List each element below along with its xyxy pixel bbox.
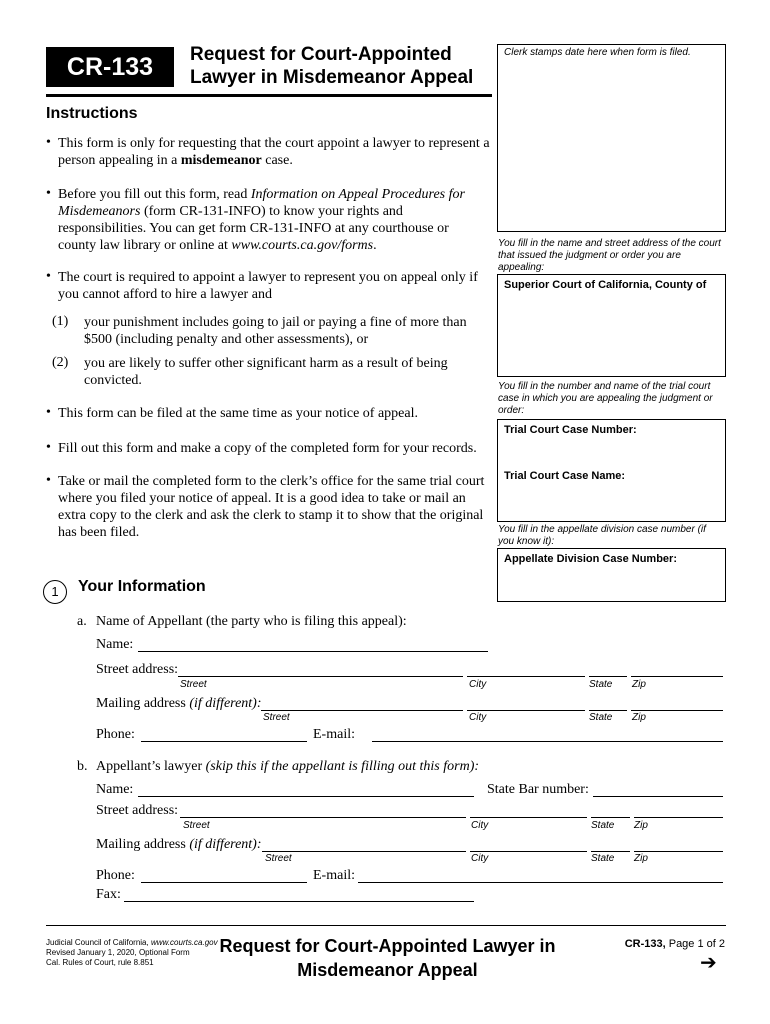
case-note: You fill in the number and name of the trial court case in which you are appealing the judgment or order:	[498, 381, 713, 416]
appellant-name-label: Name:	[96, 637, 134, 652]
street-caption: Street	[180, 679, 207, 690]
instruction-5: Fill out this form and make a copy of the completed form for your records.	[58, 441, 477, 456]
instruction-2: Before you fill out this form, read Information on Appeal Procedures for Misdemeanors (form CR-131-INFO) to know your rights and responsibilities. You can get form CR-131-INFO at any courthouse or county law library or online at www.courts.ca.gov/forms.	[58, 187, 465, 253]
page-indicator: CR-133, Page 1 of 2	[624, 938, 725, 950]
item-a-text: Name of Appellant (the party who is filing this appeal):	[96, 614, 407, 629]
lawyer-phone-label: Phone:	[96, 868, 135, 883]
appellant-mailing-city-field[interactable]	[467, 710, 585, 711]
state-bar-label: State Bar number:	[487, 782, 589, 797]
lawyer-street-label: Street address:	[96, 803, 179, 818]
city-caption: City	[471, 820, 489, 831]
condition-2-text: you are likely to suffer other significant harm as a result of being convicted.	[84, 356, 448, 388]
appellant-mailing-label: Mailing address (if different):	[96, 696, 262, 711]
appellant-phone-field[interactable]	[141, 741, 307, 742]
clerk-stamp-box	[497, 44, 726, 232]
lawyer-mailing-label: Mailing address (if different):	[96, 837, 262, 852]
lawyer-email-label: E-mail:	[313, 868, 355, 883]
bullet-icon: •	[46, 135, 51, 150]
footer-divider	[46, 925, 726, 926]
lawyer-mailing-state-field[interactable]	[591, 851, 630, 852]
lawyer-zip-field[interactable]	[634, 817, 723, 818]
appellant-zip-field[interactable]	[631, 676, 723, 677]
form-title-line1: Request for Court-Appointed	[190, 44, 452, 65]
form-title-line2: Lawyer in Misdemeanor Appeal	[190, 67, 474, 88]
lawyer-fax-label: Fax:	[96, 887, 121, 902]
instructions-heading: Instructions	[46, 105, 138, 122]
lawyer-phone-field[interactable]	[141, 882, 307, 883]
appellant-email-label: E-mail:	[313, 727, 355, 742]
lawyer-street-field[interactable]	[180, 817, 466, 818]
appellant-street-field[interactable]	[178, 676, 463, 677]
clerk-note: Clerk stamps date here when form is filed.	[504, 47, 691, 58]
state-bar-field[interactable]	[593, 796, 723, 797]
trial-case-number-label: Trial Court Case Number:	[504, 424, 637, 436]
bullet-icon: •	[46, 405, 51, 420]
city-caption: City	[469, 712, 487, 723]
appellant-state-field[interactable]	[589, 676, 627, 677]
item-a-label: a.	[77, 614, 87, 629]
bullet-icon: •	[46, 473, 51, 488]
zip-caption: Zip	[634, 853, 648, 864]
appellant-email-field[interactable]	[372, 741, 723, 742]
courts-link[interactable]: www.courts.ca.gov	[150, 938, 218, 947]
appellate-case-box[interactable]	[497, 548, 726, 602]
section-number-badge: 1	[43, 580, 67, 604]
condition-1-label: (1)	[52, 314, 69, 329]
city-caption: City	[471, 853, 489, 864]
lawyer-mailing-street-field[interactable]	[262, 851, 466, 852]
appellant-name-field[interactable]	[138, 651, 488, 652]
appellate-note: You fill in the appellate division case number (if you know it):	[498, 524, 706, 547]
zip-caption: Zip	[634, 820, 648, 831]
lawyer-name-label: Name:	[96, 782, 134, 797]
bullet-icon: •	[46, 440, 51, 455]
court-box-label: Superior Court of California, County of	[504, 279, 707, 291]
condition-1-text: your punishment includes going to jail or paying a fine of more than $500 (including penalty and other assessments), or	[84, 315, 467, 347]
instruction-4: This form can be filed at the same time as your notice of appeal.	[58, 406, 418, 421]
item-b-text: Appellant’s lawyer (skip this if the appellant is filling out this form):	[96, 759, 480, 774]
lawyer-fax-field[interactable]	[124, 901, 474, 902]
instruction-1: This form is only for requesting that the court appoint a lawyer to represent a person appealing in a misdemeanor case.	[58, 136, 490, 168]
right-arrow-icon[interactable]: ➔	[700, 950, 717, 974]
appellant-mailing-street-field[interactable]	[261, 710, 463, 711]
court-note: You fill in the name and street address of the court that issued the judgment or order you are appealing:	[498, 238, 721, 273]
street-caption: Street	[263, 712, 290, 723]
lawyer-email-field[interactable]	[358, 882, 723, 883]
street-caption: Street	[183, 820, 210, 831]
item-b-label: b.	[77, 759, 88, 774]
appellant-city-field[interactable]	[467, 676, 585, 677]
state-caption: State	[589, 679, 613, 690]
state-caption: State	[591, 853, 615, 864]
appellant-mailing-state-field[interactable]	[589, 710, 627, 711]
bullet-icon: •	[46, 186, 51, 201]
trial-case-name-label: Trial Court Case Name:	[504, 470, 626, 482]
appellate-case-number-label: Appellate Division Case Number:	[504, 553, 677, 565]
header-divider	[46, 94, 492, 97]
footer-title: Request for Court-Appointed Lawyer in Misdemeanor Appeal	[219, 936, 556, 980]
lawyer-mailing-city-field[interactable]	[470, 851, 587, 852]
lawyer-state-field[interactable]	[591, 817, 630, 818]
lawyer-city-field[interactable]	[470, 817, 587, 818]
lawyer-name-field[interactable]	[138, 796, 474, 797]
footer-source: Judicial Council of California, www.courts.ca.gov Revised January 1, 2020, Optional Form Cal. Rules of Court, rule 8.851	[46, 938, 218, 967]
state-caption: State	[591, 820, 615, 831]
state-caption: State	[589, 712, 613, 723]
section-title: Your Information	[78, 578, 206, 595]
appellant-mailing-zip-field[interactable]	[631, 710, 723, 711]
instruction-3: The court is required to appoint a lawyer to represent you on appeal only if you cannot afford to hire a lawyer and	[58, 270, 478, 302]
courts-forms-link[interactable]: www.courts.ca.gov/forms	[231, 238, 374, 253]
court-box[interactable]	[497, 274, 726, 377]
trial-case-box[interactable]	[497, 419, 726, 522]
zip-caption: Zip	[632, 712, 646, 723]
lawyer-mailing-zip-field[interactable]	[634, 851, 723, 852]
appellant-street-label: Street address:	[96, 662, 179, 677]
zip-caption: Zip	[632, 679, 646, 690]
bullet-icon: •	[46, 269, 51, 284]
form-code-badge: CR-133	[46, 47, 174, 87]
appellant-phone-label: Phone:	[96, 727, 135, 742]
instruction-6: Take or mail the completed form to the clerk’s office for the same trial court where you filed your notice of appeal. It is a good idea to take or mail an extra copy to the clerk and ask the clerk to stamp it to show that the original has been filed.	[58, 474, 485, 540]
condition-2-label: (2)	[52, 355, 69, 370]
city-caption: City	[469, 679, 487, 690]
street-caption: Street	[265, 853, 292, 864]
